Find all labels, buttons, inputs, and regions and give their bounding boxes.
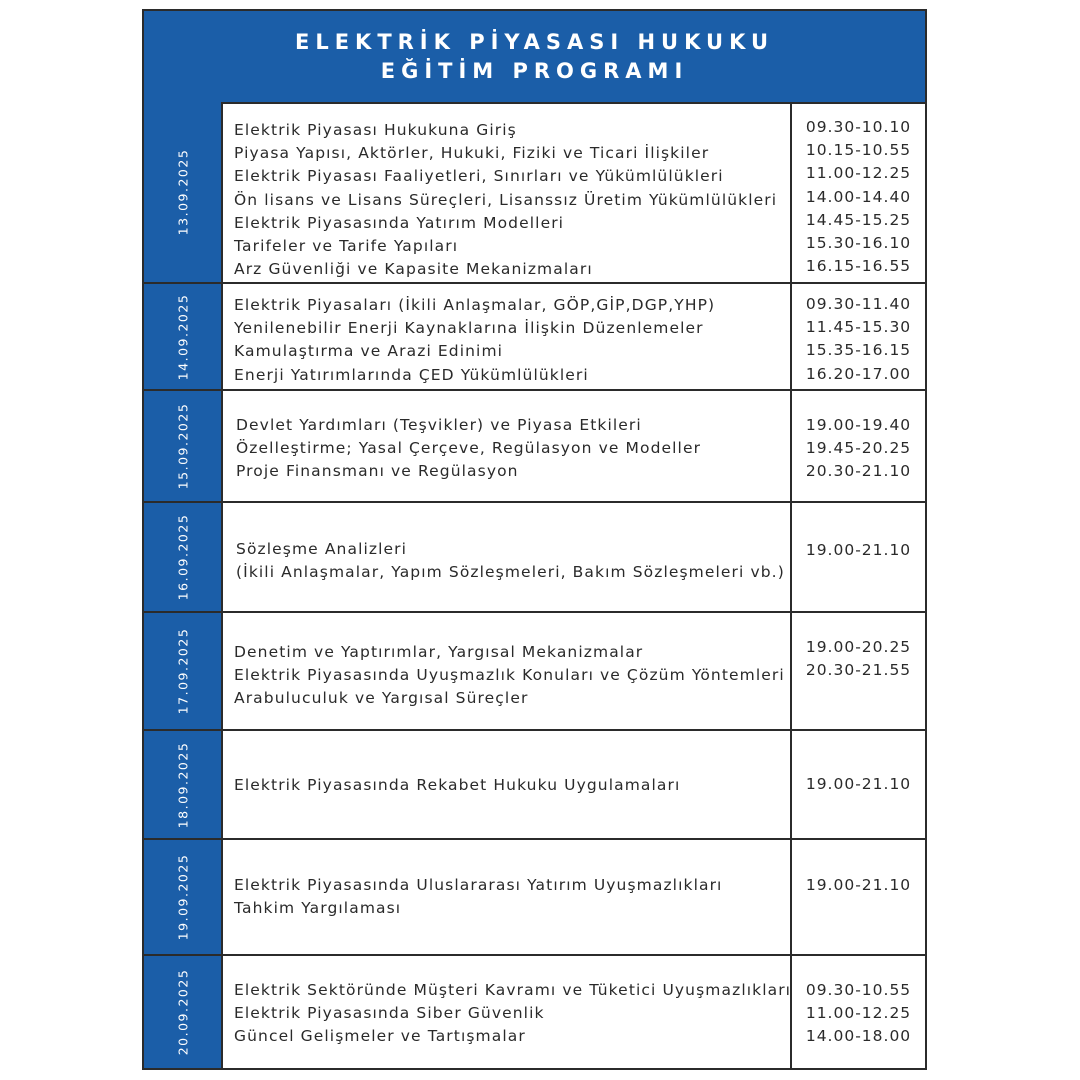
topics-cell	[236, 414, 775, 484]
date-label: 20.09.2025	[175, 968, 190, 1056]
topics-cell	[234, 874, 775, 920]
topics-cell	[236, 538, 785, 584]
day-row	[144, 284, 925, 391]
program-title-line-1: ELEKTRİK PİYASASI HUKUKU	[294, 29, 775, 54]
session-time: 14.00-18.00	[805, 1027, 912, 1046]
session-topic: Elektrik Piyasasında Siber Güvenlik	[234, 1004, 545, 1023]
times-cell	[790, 840, 925, 954]
session-topic: Arz Güvenliği ve Kapasite Mekanizmaları	[234, 260, 593, 279]
session-time: 14.45-15.25	[805, 210, 912, 229]
date-cell	[144, 391, 223, 501]
session-topic: Proje Finansmanı ve Regülasyon	[236, 462, 519, 481]
date-label: 19.09.2025	[175, 853, 190, 941]
session-time: 19.45-20.25	[805, 439, 912, 458]
session-time: 19.00-21.10	[805, 541, 912, 559]
date-cell	[144, 613, 223, 729]
session-time: 09.30-10.10	[805, 118, 912, 136]
session-time: 19.00-21.10	[805, 775, 912, 793]
date-label: 17.09.2025	[175, 627, 190, 715]
day-row	[144, 731, 925, 840]
times-cell	[790, 503, 925, 611]
session-topic: Kamulaştırma ve Arazi Edinimi	[234, 342, 504, 361]
times-cell	[790, 102, 925, 282]
session-topic: Elektrik Piyasasında Uluslararası Yatırım Uyuşmazlıkları	[234, 876, 723, 894]
date-label: 13.09.2025	[175, 148, 190, 236]
session-topic: Elektrik Piyasaları (İkili Anlaşmalar, GÖP,GİP,DGP,YHP)	[234, 296, 716, 314]
session-topic: Elektrik Piyasası Hukukuna Giriş	[234, 121, 517, 139]
session-time: 11.00-12.25	[805, 1004, 912, 1023]
session-time: 19.00-20.25	[805, 638, 912, 656]
session-topic: Güncel Gelişmeler ve Tartışmalar	[234, 1027, 526, 1046]
day-row	[144, 391, 925, 503]
day-row	[144, 102, 925, 284]
session-time: 16.15-16.55	[805, 257, 912, 276]
session-time: 11.00-12.25	[805, 164, 912, 183]
session-time: 15.35-16.15	[805, 341, 912, 360]
date-cell	[144, 956, 223, 1068]
session-time: 14.00-14.40	[805, 187, 912, 206]
session-topic: Piyasa Yapısı, Aktörler, Hukuki, Fiziki ve Ticari İlişkiler	[234, 144, 710, 163]
session-time: 20.30-21.10	[805, 462, 912, 481]
session-topic: Tarifeler ve Tarife Yapıları	[234, 237, 459, 256]
date-cell	[144, 102, 223, 282]
date-cell	[144, 731, 223, 838]
date-cell	[144, 840, 223, 954]
date-label: 16.09.2025	[175, 513, 190, 601]
session-topic: Elektrik Piyasasında Yatırım Modelleri	[234, 213, 565, 232]
session-topic: Yenilenebilir Enerji Kaynaklarına İlişkin Düzenlemeler	[234, 319, 704, 338]
session-time: 16.20-17.00	[805, 364, 912, 383]
times-cell	[790, 731, 925, 838]
session-topic: Tahkim Yargılaması	[234, 899, 402, 918]
date-label: 14.09.2025	[175, 293, 190, 380]
session-time: 10.15-10.55	[805, 141, 912, 160]
times-cell	[790, 956, 925, 1068]
session-topic: Elektrik Sektöründe Müşteri Kavramı ve Tüketici Uyuşmazlıkları	[234, 981, 792, 999]
program-header	[144, 11, 925, 104]
session-topic: Denetim ve Yaptırımlar, Yargısal Mekanizmalar	[234, 643, 644, 661]
session-time: 19.00-19.40	[805, 416, 912, 434]
topics-cell	[234, 774, 775, 797]
session-time: 11.45-15.30	[805, 318, 912, 337]
topics-cell	[234, 119, 778, 281]
session-time: 19.00-21.10	[805, 876, 912, 894]
session-topic: Elektrik Piyasasında Uyuşmazlık Konuları ve Çözüm Yöntemleri	[234, 666, 785, 685]
topics-cell	[234, 294, 775, 387]
session-time: 20.30-21.55	[805, 661, 912, 680]
session-time: 09.30-10.55	[805, 981, 912, 999]
day-row	[144, 613, 925, 731]
date-label: 15.09.2025	[175, 402, 190, 490]
day-row	[144, 840, 925, 956]
date-label: 18.09.2025	[175, 741, 190, 828]
session-topic: Sözleşme Analizleri	[236, 540, 408, 558]
date-cell	[144, 503, 223, 611]
topics-cell	[234, 979, 792, 1049]
session-topic: Devlet Yardımları (Teşvikler) ve Piyasa Etkileri	[236, 416, 642, 434]
date-cell	[144, 284, 223, 389]
session-topic: Arabuluculuk ve Yargısal Süreçler	[234, 689, 529, 708]
day-row	[144, 956, 925, 1068]
program-table	[142, 9, 927, 1070]
topics-cell	[234, 641, 785, 711]
times-cell	[790, 391, 925, 501]
session-topic: Özelleştirme; Yasal Çerçeve, Regülasyon ve Modeller	[236, 439, 702, 458]
session-topic: (İkili Anlaşmalar, Yapım Sözleşmeleri, Bakım Sözleşmeleri vb.)	[236, 563, 785, 582]
session-topic: Enerji Yatırımlarında ÇED Yükümlülükleri	[234, 365, 589, 384]
program-title-line-2: EĞİTİM PROGRAMI	[380, 58, 689, 83]
session-time: 15.30-16.10	[805, 234, 912, 253]
session-topic: Ön lisans ve Lisans Süreçleri, Lisanssız Üretim Yükümlülükleri	[234, 190, 778, 209]
session-topic: Elektrik Piyasasında Rekabet Hukuku Uygulamaları	[234, 776, 681, 794]
day-row	[144, 503, 925, 613]
session-topic: Elektrik Piyasası Faaliyetleri, Sınırları ve Yükümlülükleri	[234, 167, 724, 186]
times-cell	[790, 613, 925, 729]
session-time: 09.30-11.40	[805, 295, 912, 313]
times-cell	[790, 284, 925, 389]
